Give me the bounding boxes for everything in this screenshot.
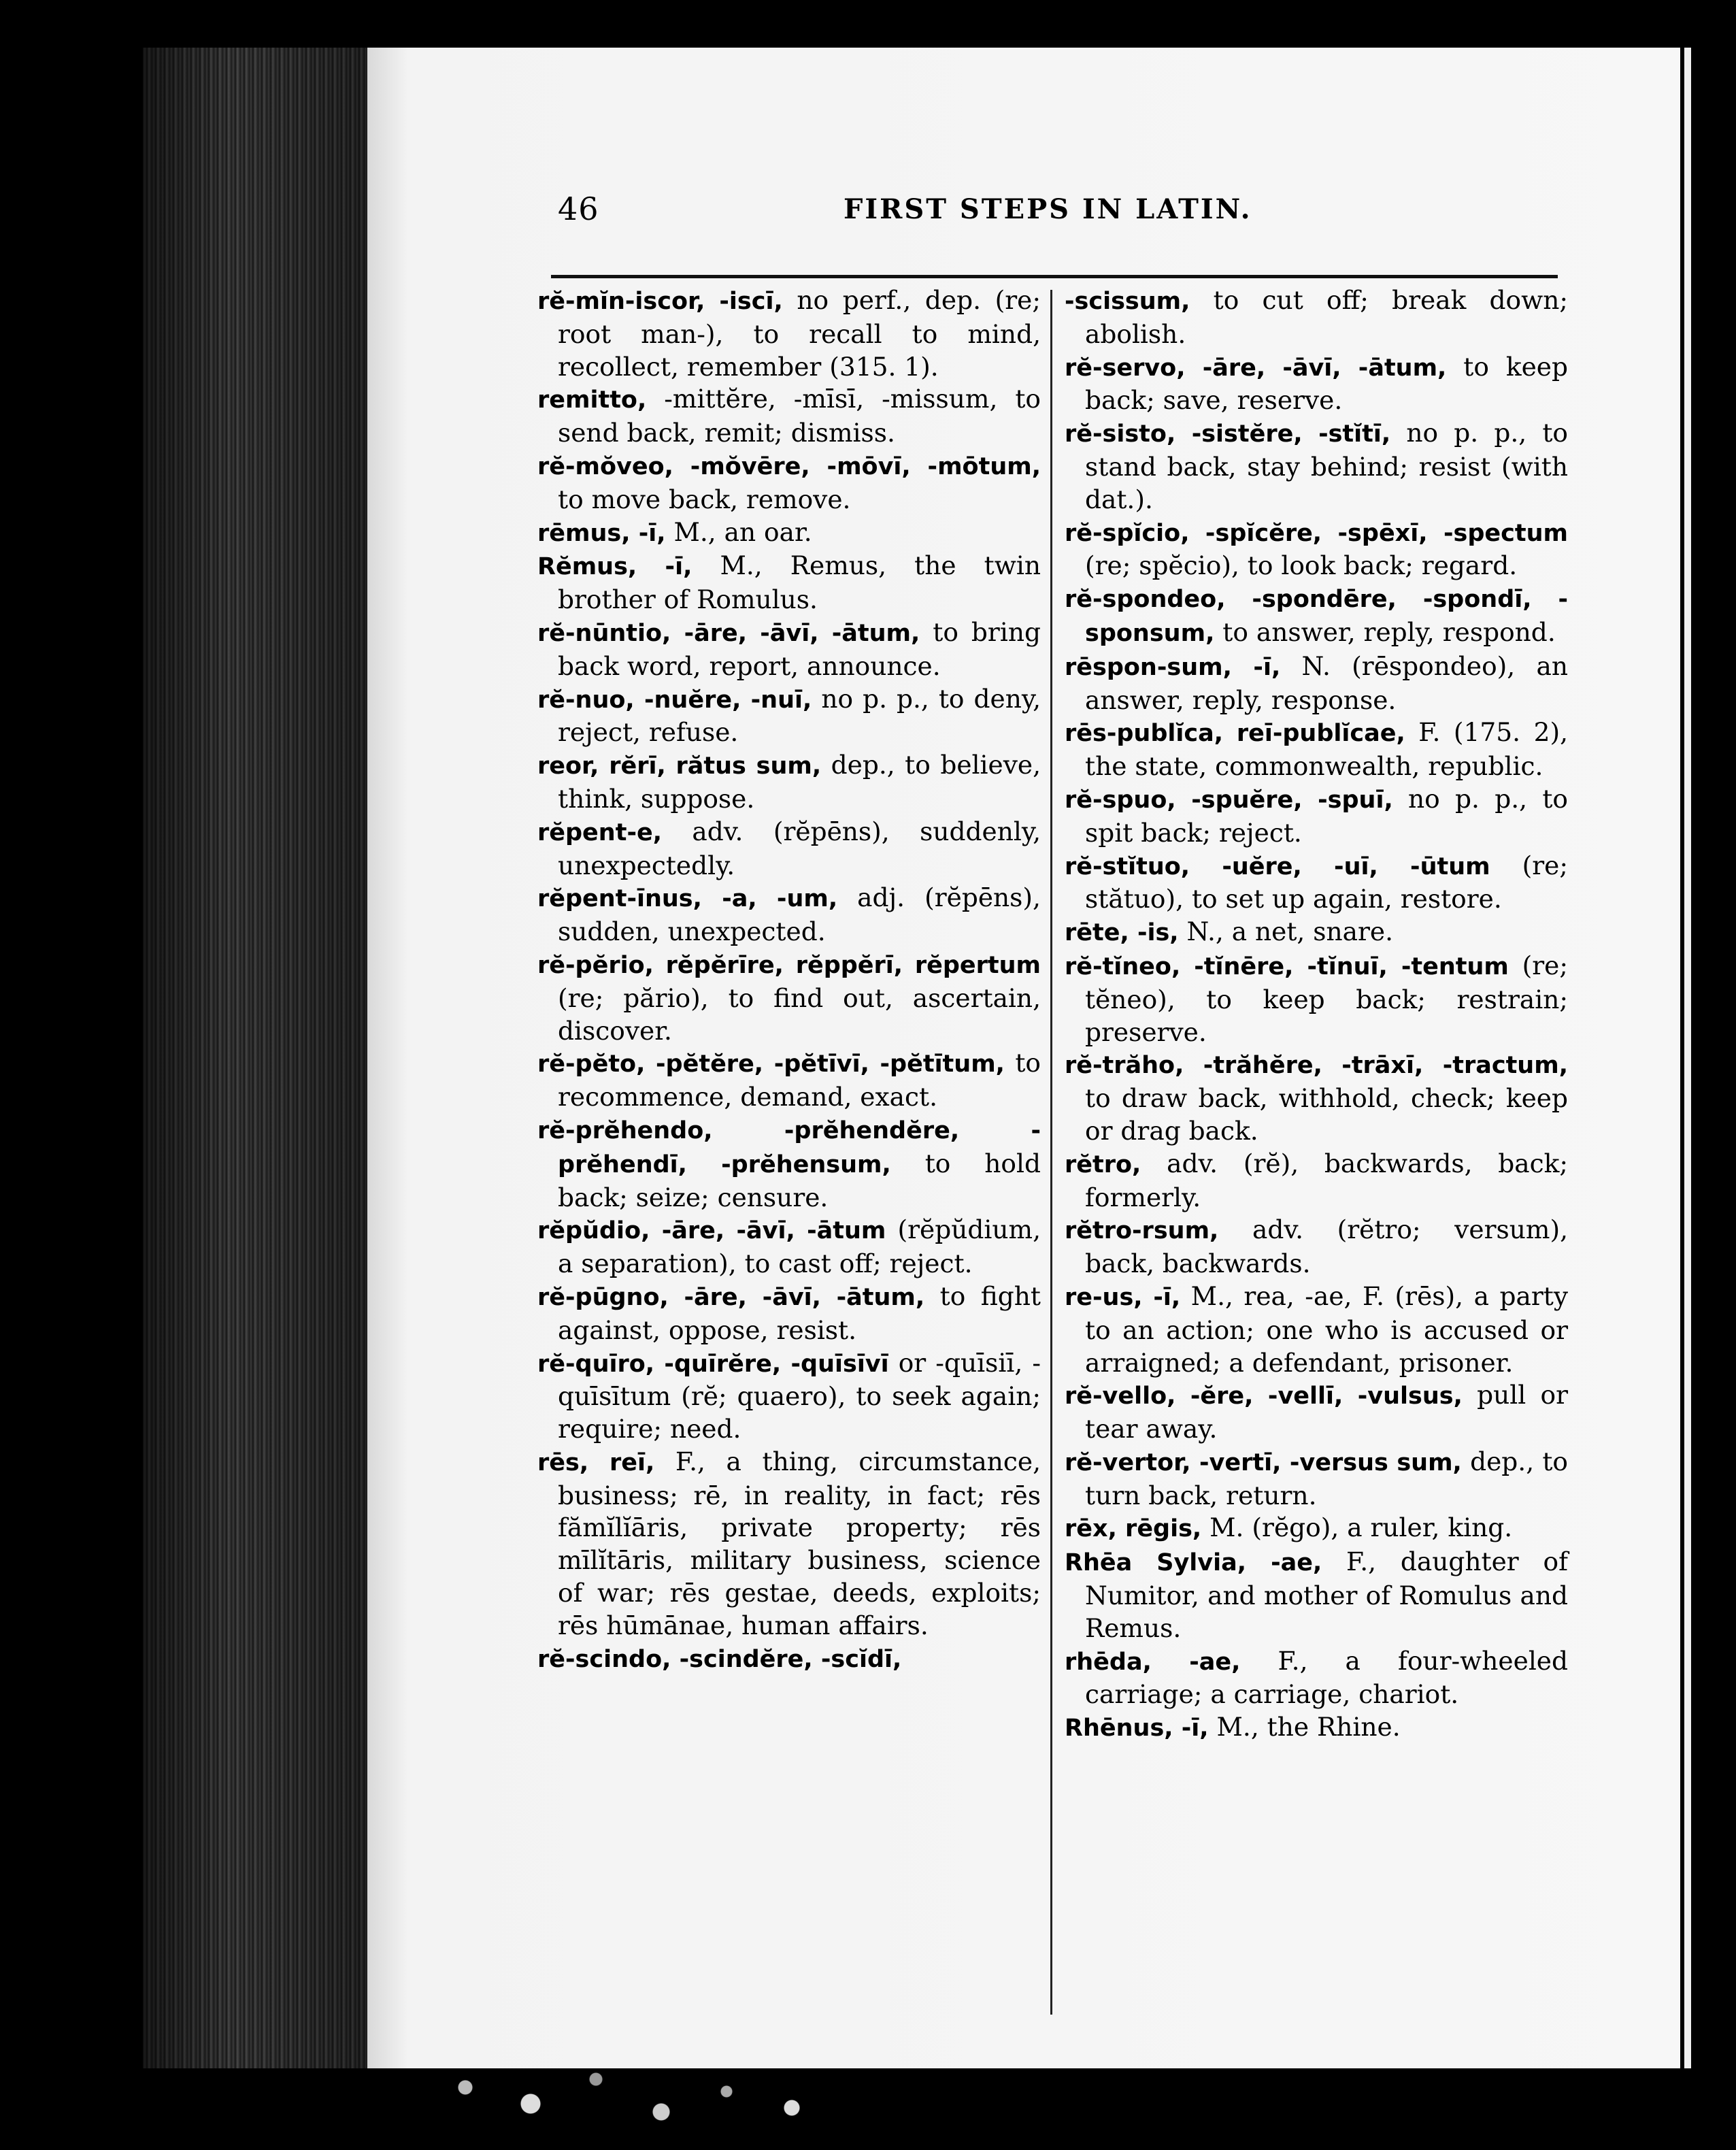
- entry-headword: rĕ-vello, -ĕre, -vellī, -vulsus,: [1065, 1383, 1463, 1410]
- entry-headword: rēspon-sum, -ī,: [1065, 653, 1281, 681]
- dictionary-entry: [1065, 1711, 1568, 1745]
- dictionary-entry: [1065, 1512, 1568, 1546]
- entry-headword: rĕ-stĭtuo, -uĕre, -uī, -ūtum: [1065, 853, 1490, 880]
- entry-definition: to keep back; save, reserve.: [1085, 351, 1568, 416]
- dictionary-entry: [1065, 351, 1568, 418]
- dictionary-entry: [537, 683, 1041, 750]
- entry-definition: (re; stătuo), to set up again, restore.: [1085, 850, 1568, 914]
- entry-headword: rĕ-nūntio, -āre, -āvī, -ātum,: [537, 619, 920, 647]
- entry-headword: rĕ-spuo, -spuĕre, -spuī,: [1065, 786, 1393, 814]
- dictionary-entry: [1065, 1280, 1568, 1379]
- dictionary-entry: [1065, 1446, 1568, 1512]
- entry-definition: (re; tĕneo), to keep back; restrain; preserve.: [1085, 950, 1568, 1047]
- entry-definition: (rĕpŭdium, a separation), to cast off; reject.: [558, 1214, 1041, 1279]
- entry-headword: rēte, -is,: [1065, 919, 1179, 947]
- entry-definition: no perf., dep. (re; root man-), to recall to mind, recollect, remember (315. 1).: [558, 285, 1041, 382]
- entry-headword: rĕ-tĭneo, -tĭnēre, -tĭnuī, -tentum: [1065, 953, 1509, 980]
- dictionary-entry: [537, 450, 1041, 516]
- entry-definition: F., daughter of Numitor, and mother of Romulus and Remus.: [1085, 1547, 1568, 1643]
- entry-definition: M., an oar.: [665, 516, 812, 547]
- entry-definition: to cut off; break down; abolish.: [1085, 285, 1568, 349]
- book-spine: [143, 48, 371, 2068]
- entry-definition: no p. p., to deny, reject, refuse.: [558, 683, 1041, 748]
- entry-definition: (re; spĕcio), to look back; regard.: [1085, 550, 1518, 581]
- entry-headword: -scissum,: [1065, 288, 1190, 315]
- entry-definition: F. (175. 2), the state, commonwealth, republic.: [1085, 717, 1568, 782]
- dictionary-entry: [1065, 650, 1568, 717]
- entry-headword: rĕ-pĕrio, rĕpĕrīre, rĕppĕrī, rĕpertum: [537, 951, 1041, 979]
- dictionary-entry: [1065, 516, 1568, 583]
- entry-definition: to draw back, withhold, check; keep or drag back.: [1085, 1083, 1568, 1146]
- entry-definition: F., a thing, circumstance, business; rē, in reality, in fact; rēs fămĭlĭāris, private property; rēs mīlĭtāris, military business, science of war; rēs gestae, deeds, exploits; rēs hūmānae, human affairs.: [558, 1446, 1041, 1640]
- dictionary-entry: [1065, 916, 1568, 950]
- running-title: FIRST STEPS IN LATIN.: [844, 193, 1252, 225]
- entry-headword: rĕ-nuo, -nuĕre, -nuī,: [537, 686, 812, 714]
- entry-definition: to fight against, oppose, resist.: [558, 1280, 1041, 1345]
- dictionary-entry: [1065, 1214, 1568, 1280]
- dictionary-entry: [537, 1347, 1041, 1446]
- entry-definition: to move back, remove.: [558, 484, 851, 514]
- entry-definition: N., a net, snare.: [1178, 916, 1394, 947]
- dictionary-entry: [537, 1214, 1041, 1280]
- entry-headword: rĕpent-e,: [537, 818, 662, 846]
- dictionary-entry: [537, 550, 1041, 616]
- dictionary-entry: [537, 516, 1041, 550]
- dictionary-entry: [537, 1114, 1041, 1214]
- header-rule: [551, 275, 1558, 278]
- entry-definition: adv. (rĕpēns), suddenly, unexpectedly.: [558, 816, 1041, 880]
- column-divider: [1050, 290, 1052, 2015]
- entry-definition: to recommence, demand, exact.: [558, 1048, 1041, 1112]
- entry-headword: rĕ-trăho, -trăhĕre, -trāxī, -tractum,: [1065, 1052, 1568, 1080]
- entry-headword: rĕ-mĭn-iscor, -iscī,: [537, 288, 783, 315]
- dictionary-entry: [537, 1642, 1041, 1676]
- entry-headword: rĕtro-rsum,: [1065, 1217, 1219, 1245]
- dictionary-entry: [1065, 716, 1568, 783]
- entry-definition: N. (rēspondeo), an answer, reply, response.: [1085, 650, 1568, 715]
- facing-page-edge: [1680, 48, 1691, 2068]
- dictionary-entry: [1065, 1148, 1568, 1214]
- page-header: [558, 191, 1544, 252]
- entry-definition: adv. (rĕ), backwards, back; formerly.: [1085, 1148, 1568, 1212]
- entry-definition: no p. p., to stand back, stay behind; resist (with dat.).: [1085, 418, 1568, 514]
- entry-headword: re-us, -ī,: [1065, 1283, 1181, 1311]
- entry-definition: adj. (rĕpēns), sudden, unexpected.: [558, 882, 1041, 947]
- entry-headword: rĕ-quīro, -quīrĕre, -quīsīvī: [537, 1350, 889, 1378]
- right-column: [1065, 284, 1568, 1745]
- entry-headword: reor, rĕrī, rătus sum,: [537, 752, 822, 780]
- dictionary-entry: [1065, 1048, 1568, 1147]
- entry-definition: to bring back word, report, announce.: [558, 616, 1041, 681]
- dictionary-entry: [537, 749, 1041, 816]
- entry-definition: or -quīsiī, -quīsītum (rĕ; quaero), to seek again; require; need.: [558, 1347, 1041, 1444]
- entry-headword: rēs-publĭca, reī-publĭcae,: [1065, 720, 1405, 748]
- entry-definition: M., the Rhine.: [1208, 1712, 1401, 1742]
- entry-definition: M., rea, -ae, F. (rēs), a party to an action; one who is accused or arraigned; a defendant, prisoner.: [1085, 1280, 1569, 1378]
- dictionary-entry: [537, 948, 1041, 1047]
- entry-headword: rĕpŭdio, -āre, -āvī, -ātum: [537, 1217, 886, 1245]
- entry-definition: to answer, reply, respond.: [1214, 616, 1556, 647]
- entry-definition: -mittĕre, -mīsī, -missum, to send back, remit; dismiss.: [558, 384, 1041, 448]
- entry-headword: rĕ-spĭcio, -spĭcĕre, -spēxī, -spectum: [1065, 519, 1568, 547]
- left-column: [537, 284, 1041, 1676]
- dictionary-entry: [537, 1446, 1041, 1642]
- entry-definition: dep., to believe, think, suppose.: [558, 750, 1041, 814]
- entry-definition: adv. (rĕtro; versum), back, backwards.: [1085, 1214, 1568, 1279]
- entry-headword: rĕpent-īnus, -a, -um,: [537, 885, 838, 913]
- entry-headword: rĕ-mŏveo, -mŏvēre, -mōvī, -mōtum,: [537, 452, 1041, 480]
- entry-definition: no p. p., to spit back; reject.: [1085, 783, 1569, 848]
- entry-headword: rĕ-pūgno, -āre, -āvī, -ātum,: [537, 1283, 925, 1311]
- page-content: [367, 48, 1680, 2068]
- dictionary-entry: [537, 284, 1041, 383]
- dictionary-entry: [1065, 850, 1568, 916]
- entry-headword: rĕ-vertor, -vertī, -versus sum,: [1065, 1449, 1462, 1476]
- dictionary-entry: [1065, 417, 1568, 516]
- entry-definition: dep., to turn back, return.: [1085, 1446, 1569, 1510]
- entry-headword: rēmus, -ī,: [537, 519, 666, 547]
- entry-headword: remitto,: [537, 386, 647, 414]
- entry-definition: to hold back; seize; censure.: [558, 1148, 1041, 1212]
- entry-definition: (re; părio), to find out, ascertain, discover.: [558, 982, 1041, 1046]
- entry-headword: rĕtro,: [1065, 1151, 1141, 1178]
- entry-headword: rēx, rēgis,: [1065, 1515, 1202, 1543]
- entry-headword: rĕ-sisto, -sistĕre, -stĭtī,: [1065, 420, 1391, 448]
- dictionary-entry: [537, 383, 1041, 450]
- dictionary-entry: [537, 816, 1041, 882]
- entry-headword: Rhēnus, -ī,: [1065, 1715, 1209, 1742]
- entry-headword: rĕ-pĕto, -pĕtĕre, -pĕtīvī, -pĕtītum,: [537, 1051, 1005, 1078]
- entry-headword: Rĕmus, -ī,: [537, 553, 692, 581]
- dictionary-entry: [537, 882, 1041, 948]
- page-number: 46: [558, 191, 599, 227]
- dictionary-entry: [1065, 1645, 1568, 1712]
- entry-definition: pull or tear away.: [1085, 1380, 1568, 1444]
- entry-headword: rĕ-scindo, -scindĕre, -scĭdī,: [537, 1645, 902, 1673]
- dictionary-entry: [1065, 783, 1568, 850]
- entry-headword: rĕ-servo, -āre, -āvī, -ātum,: [1065, 354, 1447, 382]
- entry-definition: F., a four-wheeled carriage; a carriage, chariot.: [1085, 1645, 1569, 1710]
- entry-headword: Rhēa Sylvia, -ae,: [1065, 1549, 1322, 1577]
- dictionary-entry: [537, 1047, 1041, 1114]
- entry-headword: rĕ-spondeo, -spondēre, -spondī, -sponsum,: [1065, 586, 1568, 647]
- entry-headword: rhēda, -ae,: [1065, 1648, 1241, 1676]
- dictionary-entry: [1065, 284, 1568, 351]
- dictionary-entry: [1065, 582, 1568, 650]
- dictionary-entry: [1065, 1546, 1568, 1644]
- dictionary-entry: [537, 1280, 1041, 1347]
- entry-definition: M. (rĕgo), a ruler, king.: [1201, 1512, 1513, 1543]
- dictionary-entry: [537, 616, 1041, 683]
- entry-headword: rēs, reī,: [537, 1449, 655, 1476]
- dictionary-entry: [1065, 1379, 1568, 1446]
- dictionary-entry: [1065, 950, 1568, 1048]
- entry-definition: M., Remus, the twin brother of Romulus.: [558, 550, 1041, 615]
- entry-headword: rĕ-prĕhendo, -prĕhendĕre, -prĕhendī, -prĕhensum,: [537, 1117, 1041, 1178]
